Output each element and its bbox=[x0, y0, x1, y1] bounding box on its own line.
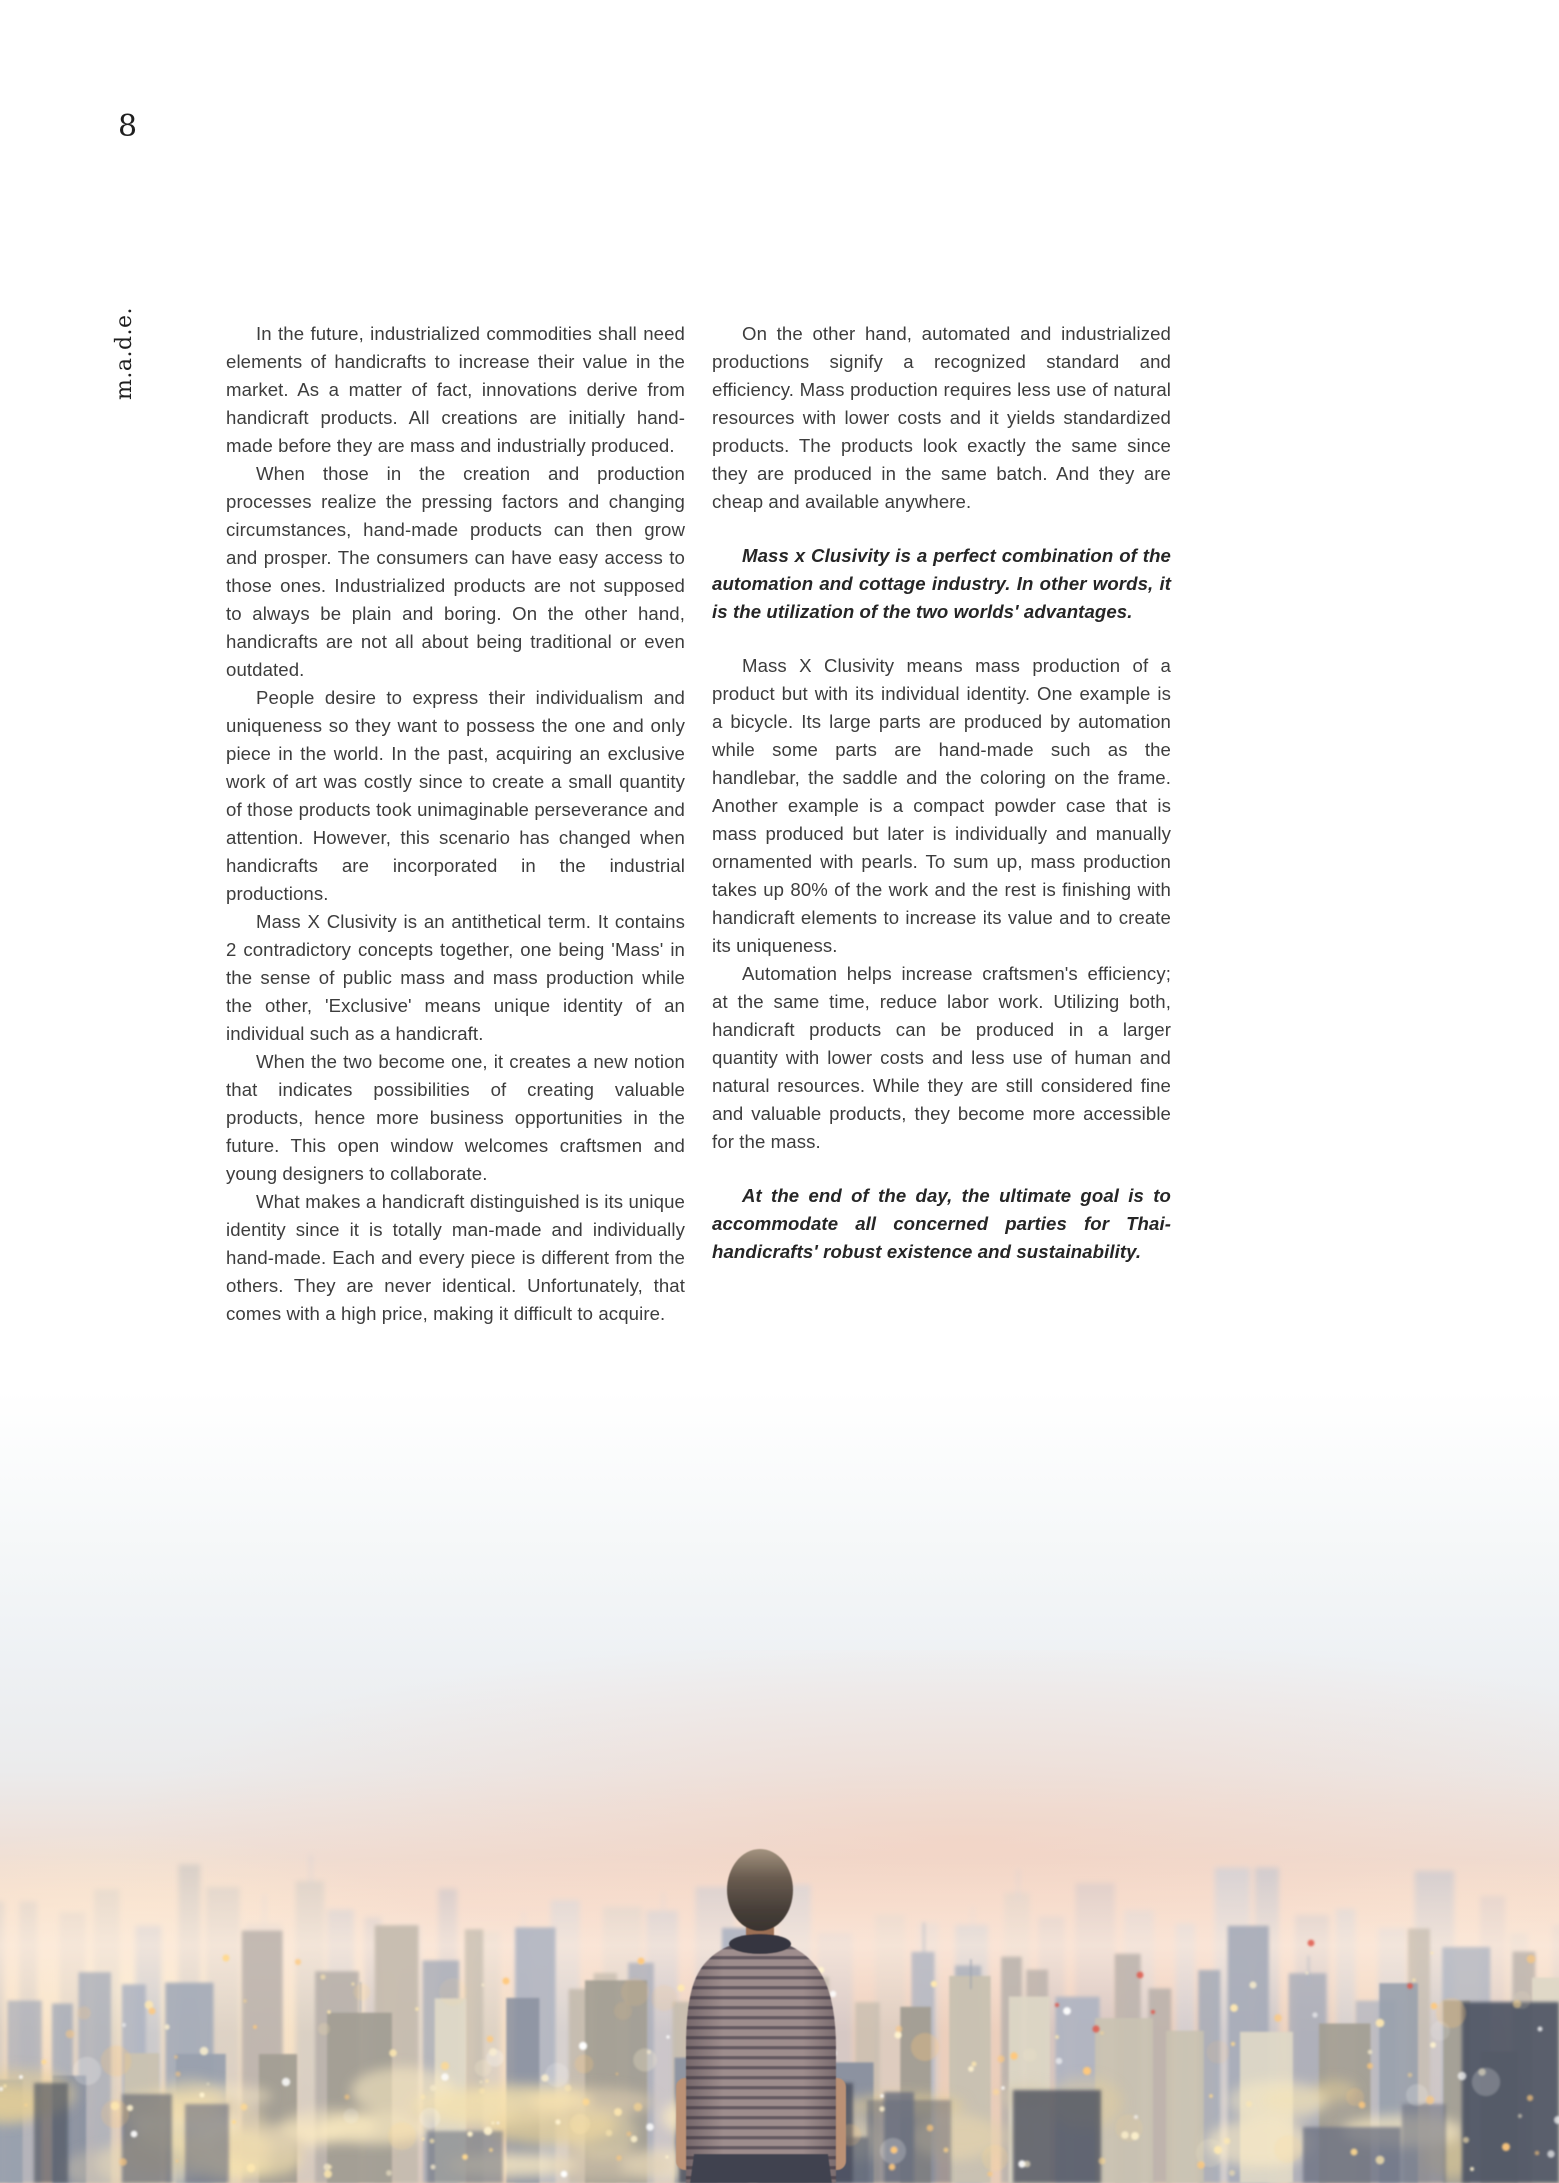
paragraph: When those in the creation and production processes realize the pressing factors and changing circumstances, hand-made products can then grow and prosper. The consumers can have easy access to those ones. Industrialized products are not supposed to always be plain and boring. On the other hand, handicrafts are not all about being traditional or even outdated. bbox=[226, 463, 685, 680]
article-column-right bbox=[712, 320, 1171, 1292]
paragraph: When the two become one, it creates a new notion that indicates possibilities of creating valuable products, hence more business opportunities in the future. This open window welcomes craftsmen and young designers to collaborate. bbox=[226, 1051, 685, 1184]
paragraph: What makes a handicraft distinguished is its unique identity since it is totally man-made and individually hand-made. Each and every piece is different from the others. They are never identical. Unfortunately, that comes with a high price, making it difficult to acquire. bbox=[226, 1191, 685, 1324]
hero-photo-city-skyline bbox=[0, 1390, 1559, 2183]
article-column-left bbox=[226, 320, 685, 1328]
page-number: 8 bbox=[118, 109, 138, 144]
paragraph: Automation helps increase craftsmen's efficiency; at the same time, reduce labor work. Utilizing both, handicraft products can be produced in a larger quantity with lower costs and less use of human and natural resources. While they are still considered fine and valuable products, they become more accessible for the mass. bbox=[712, 963, 1171, 1152]
paragraph: On the other hand, automated and industrialized productions signify a recognized standard and efficiency. Mass production requires less use of natural resources with lower costs and it yields standardized products. The products look exactly the same since they are produced in the same batch. And they are cheap and available anywhere. bbox=[712, 323, 1171, 512]
masthead-vertical: m.a.d.e. bbox=[112, 306, 137, 400]
paragraph: People desire to express their individualism and uniqueness so they want to possess the one and only piece in the world. In the past, acquiring an exclusive work of art was costly since to create a small quantity of those products took unimaginable perseverance and attention. However, this scenario has changed when handicrafts are incorporated in the industrial productions. bbox=[226, 687, 685, 904]
paragraph: Mass X Clusivity means mass production of a product but with its individual identity. One example is a bicycle. Its large parts are produced by automation while some parts are hand-made such as the handlebar, the saddle and the coloring on the frame. Another example is a compact powder case that is mass produced but later is individually and manually ornamented with pearls. To sum up, mass production takes up 80% of the work and the rest is finishing with handicraft elements to increase its value and to create its uniqueness. bbox=[712, 655, 1171, 956]
pull-quote: At the end of the day, the ultimate goal is to accommodate all concerned parties for Thai-handicrafts' robust existence and sustainability. bbox=[712, 1185, 1171, 1262]
city-skyline-illustration bbox=[0, 1390, 1559, 2183]
paragraph: In the future, industrialized commodities shall need elements of handicrafts to increase their value in the market. As a matter of fact, innovations derive from handicraft products. All creations are initially hand-made before they are mass and industrially produced. bbox=[226, 323, 685, 456]
paragraph: Mass X Clusivity is an antithetical term. It contains 2 contradictory concepts together, one being 'Mass' in the sense of public mass and mass production while the other, 'Exclusive' means unique identity of an individual such as a handicraft. bbox=[226, 911, 685, 1044]
pull-quote: Mass x Clusivity is a perfect combination of the automation and cottage industry. In other words, it is the utilization of the two worlds' advantages. bbox=[712, 545, 1171, 622]
